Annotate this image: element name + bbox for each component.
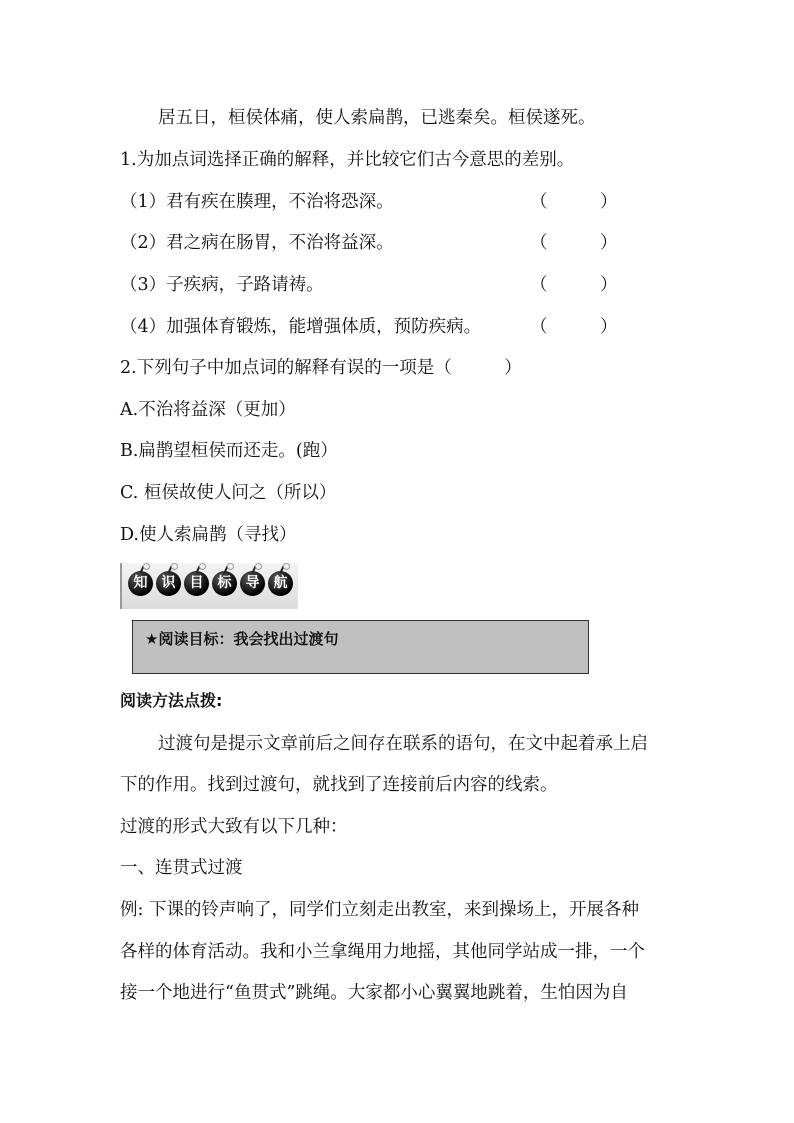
answer-blank-1: （ ） bbox=[530, 192, 618, 212]
question-2-prompt: 2.下列句子中加点词的解释有误的一项是（ ） bbox=[120, 358, 522, 378]
answer-blank-2: （ ） bbox=[530, 233, 618, 253]
bomb-badge-icon: 导 bbox=[240, 571, 265, 596]
bomb-badge-icon: 标 bbox=[212, 571, 237, 596]
example-line-3: 接一个地进行“鱼贯式”跳绳。大家都小心翼翼地跳着，生怕因为自 bbox=[120, 983, 628, 1003]
answer-blank-4: （ ） bbox=[530, 317, 618, 337]
question-1-item-3: （3）子疾病，子路请祷。 bbox=[120, 275, 324, 295]
answer-blank-3: （ ） bbox=[530, 275, 618, 295]
option-c: C. 桓侯故使人问之（所以） bbox=[120, 483, 337, 503]
knowledge-goal-banner bbox=[120, 563, 298, 609]
method-paragraph-line-2: 下的作用。找到过渡句，就找到了连接前后内容的线索。 bbox=[120, 775, 558, 795]
example-line-1: 例: 下课的铃声响了，同学们立刻走出教室，来到操场上，开展各种 bbox=[120, 900, 639, 920]
question-1-item-2: （2）君之病在肠胃，不治将益深。 bbox=[120, 233, 394, 253]
question-1-prompt: 1.为加点词选择正确的解释，并比较它们古今意思的差别。 bbox=[120, 150, 575, 170]
question-1-item-4: （4）加强体育锻炼，能增强体质，预防疾病。 bbox=[120, 317, 482, 337]
bomb-badge-icon: 航 bbox=[268, 571, 293, 596]
method-paragraph-line-3: 过渡的形式大致有以下几种： bbox=[120, 817, 348, 837]
method-heading: 阅读方法点拨: bbox=[120, 691, 223, 710]
bomb-badge-icon: 识 bbox=[156, 571, 181, 596]
option-a: A.不治将益深（更加） bbox=[120, 400, 296, 420]
text-line-passage-end: 居五日，桓侯体痛，使人索扁鹊，已逃秦矣。桓侯遂死。 bbox=[158, 108, 596, 128]
reading-goal-text: ★阅读目标：我会找出过渡句 bbox=[145, 630, 339, 648]
question-1-item-1: （1）君有疾在腠理，不治将恐深。 bbox=[120, 192, 394, 212]
reading-goal-box bbox=[132, 620, 589, 674]
method-paragraph-line-1: 过渡句是提示文章前后之间存在联系的语句，在文中起着承上启 bbox=[158, 734, 648, 754]
option-d: D.使人索扁鹊（寻找） bbox=[120, 525, 297, 545]
section-heading-continuous-transition: 一、连贯式过渡 bbox=[120, 858, 243, 878]
bomb-badge-icon: 目 bbox=[184, 571, 209, 596]
option-b: B.扁鹊望桓侯而还走。(跑） bbox=[120, 441, 338, 461]
example-line-2: 各样的体育活动。我和小兰拿绳用力地摇，其他同学站成一排，一个 bbox=[120, 942, 645, 962]
bomb-badge-icon: 知 bbox=[128, 571, 153, 596]
